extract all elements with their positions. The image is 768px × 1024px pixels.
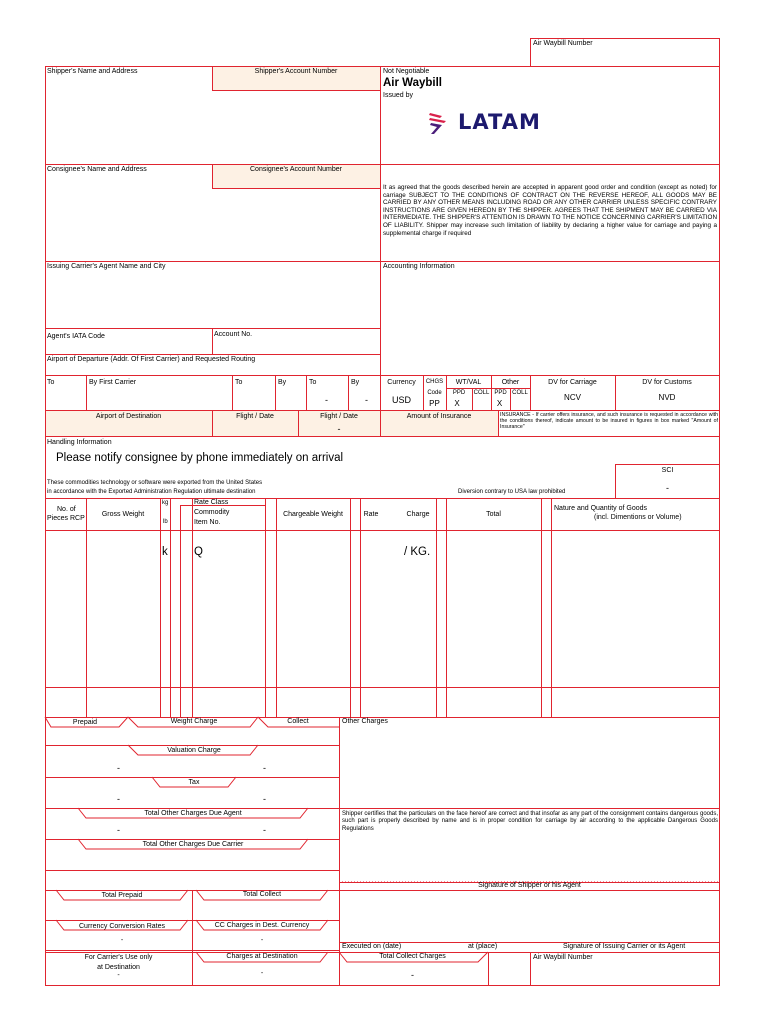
shipper-name-label: Shipper's Name and Address [47, 68, 138, 75]
total-label: Total [486, 511, 501, 518]
weight-unit-value: k [162, 546, 168, 558]
dv-customs-label: DV for Customs [642, 379, 692, 386]
to-label-1: To [47, 379, 55, 386]
dv-carriage-label: DV for Carriage [548, 379, 597, 386]
conversion-value: - [120, 937, 124, 944]
other-due-agent-label: Total Other Charges Due Agent [144, 810, 242, 817]
signature-shipper-label: Signature of Shipper or his Agent [478, 882, 581, 889]
shipper-account-field[interactable] [214, 78, 378, 88]
amount-insurance-label: Amount of Insurance [406, 413, 472, 420]
valuation-prepaid-value: - [117, 763, 120, 773]
collect-label: Collect [287, 718, 309, 725]
routing-dash-1: - [325, 395, 328, 405]
flight-date-dash: - [337, 424, 341, 434]
other-charges-label: Other Charges [342, 718, 388, 725]
dv-customs-value: NVD [658, 393, 676, 402]
handling-info-note: Please notify consignee by phone immediately on arrival [56, 452, 344, 464]
cc-dest-currency-label: CC Charges in Dest. Currency [214, 922, 310, 929]
item-no-label: Item No. [194, 519, 221, 526]
rate-class-value: Q [194, 546, 203, 558]
rate-label: Rate [363, 511, 379, 518]
latam-logo [428, 110, 578, 141]
other-ppd-mark: X [496, 399, 503, 408]
prepaid-label: Prepaid [72, 719, 98, 726]
nature-label-1: Nature and Quantity of Goods [554, 505, 647, 512]
by-label-3: By [351, 379, 360, 386]
rate-per-kg-value: / KG. [404, 546, 431, 558]
tax-prepaid-value: - [117, 794, 120, 804]
code-label: Code [427, 390, 442, 396]
at-place-label: at (place) [468, 943, 498, 950]
kg-label: kg [162, 500, 169, 506]
latam-wordmark: LATAM [458, 110, 541, 134]
ppd-label-2: PPD [494, 390, 507, 396]
pieces-label-2: Pieces RCP [47, 515, 85, 522]
charges-destination-label: Charges at Destination [226, 953, 298, 960]
weight-charge-label: Weight Charge [170, 718, 218, 725]
gross-weight-label: Gross Weight [101, 511, 145, 518]
cc-dest-value: - [260, 937, 264, 944]
to-label-2: To [235, 379, 243, 386]
chgs-label: CHGS [425, 379, 444, 385]
to-label-3: To [309, 379, 317, 386]
charge-label: Charge [406, 511, 430, 518]
agent-prepaid-value: - [117, 825, 120, 835]
by-first-carrier-label: By First Carrier [89, 379, 137, 386]
shipper-certification-text: Shipper certifies that the particulars on the face hereof are correct and that insofar as any part of the consignment contains dangerous goods, such part is properly described by name and is in proper condition for carriage by air according to the applicable Dangerous Goods Regulations [342, 811, 718, 832]
coll-label-1: COLL [473, 390, 490, 396]
airport-departure-label: Airport of Departure (Addr. Of First Carrier) and Requested Routing [47, 356, 256, 363]
sci-value: - [666, 483, 669, 493]
valuation-collect-value: - [263, 763, 266, 773]
agent-name-city-label: Issuing Carrier's Agent Name and City [47, 263, 166, 270]
wtval-label: WT/VAL [455, 379, 482, 386]
accounting-info-field[interactable] [383, 274, 717, 372]
total-collect-label: Total Collect [242, 891, 282, 898]
agent-iata-label: Agent's IATA Code [47, 333, 105, 340]
pieces-label-1: No. of [57, 506, 76, 513]
total-collect-charges-value: - [411, 970, 414, 980]
shipper-name-field[interactable] [47, 80, 207, 160]
awb-number-bottom-label: Air Waybill Number [533, 954, 593, 961]
air-waybill-title: Air Waybill [383, 77, 442, 89]
not-negotiable-label: Not Negotiable [383, 68, 430, 75]
issued-by-label: Issued by [383, 92, 413, 99]
latam-mark-icon [429, 113, 446, 134]
awb-number-top-label: Air Waybill Number [533, 40, 593, 47]
carrier-use-value: - [117, 972, 120, 979]
charges-destination-value: - [260, 970, 264, 977]
insurance-note: INSURANCE - If carrier offers insurance, and such insurance is requested in accordance with the conditions thereof, indicate amount to be insured in figures in box marked "Amount of Insurance" [500, 412, 718, 431]
export-line-1: These commodities technology or software were exported from the United States [47, 480, 263, 486]
lb-label: lb [163, 519, 168, 525]
nature-label-2: (incl. Dimentions or Volume) [594, 514, 682, 521]
currency-label: Currency [387, 379, 416, 386]
currency-conversion-label: Currency Conversion Rates [79, 923, 165, 930]
goods-description-field[interactable] [553, 532, 717, 685]
wtval-ppd-mark: X [454, 399, 460, 408]
ppd-label-1: PPD [452, 390, 466, 396]
agent-collect-value: - [263, 825, 266, 835]
consignee-name-label: Consignee's Name and Address [47, 166, 147, 173]
chargeable-weight-label: Chargeable Weight [283, 511, 343, 518]
commodity-label: Commodity [194, 509, 230, 516]
accounting-info-label: Accounting Information [383, 263, 455, 270]
rate-class-label: Rate Class [194, 499, 229, 506]
shipper-account-label: Shipper's Account Number [254, 68, 338, 75]
carrier-use-label-2: at Destination [97, 964, 140, 971]
handling-info-label: Handling Information [47, 439, 112, 446]
total-prepaid-label: Total Prepaid [101, 892, 143, 899]
routing-dash-2: - [365, 395, 368, 405]
total-collect-charges-label: Total Collect Charges [379, 953, 446, 960]
by-label-2: By [278, 379, 287, 386]
consignee-name-field[interactable] [47, 178, 207, 258]
coll-label-2: COLL [512, 390, 528, 396]
flight-date-label-2: Flight / Date [320, 413, 358, 420]
diversion-note: Diversion contrary to USA law prohibited [458, 489, 566, 495]
valuation-charge-label: Valuation Charge [167, 747, 221, 754]
carrier-use-label-1: For Carrier's Use only [84, 954, 153, 961]
tax-collect-value: - [263, 794, 266, 804]
airport-destination-label: Airport of Destination [95, 413, 162, 420]
account-no-label: Account No. [214, 331, 253, 338]
signature-carrier-label: Signature of Issuing Carrier or its Agent [563, 943, 686, 950]
dv-carriage-value: NCV [564, 393, 581, 402]
flight-date-label-1: Flight / Date [236, 413, 274, 420]
contract-terms-text: It as agreed that the goods described herein are accepted in apparent good order and condition (except as noted) for carriage SUBJECT TO THE CONDITIONS OF CONTRACT ON THE REVERSE HEREOF, ALL GOODS MAY BE CARRIED BY ANY OTHER MEANS INCLUDING ROAD OR ANY OTHER CARRIER UNLESS SPECIFIC CONTRARY INSTRUCTIONS ARE GIVEN HEREON BY THE SHIPPER. AGREES THAT THE SHIPMENT MAY BE CARRIED VIA INTERMEDIATE. THE SHIPPER'S ATTENTION IS DRAWN TO THE NOTICE CONCERNING CARRIER'S LIMITATION OF LIABILITY. Shipper may increase such limitation of liability by declaring a higher value for carriage and paying a supplemental charge if required [383, 184, 717, 237]
executed-on-label: Executed on (date) [342, 943, 402, 950]
export-line-2: in accordance with the Exported Administration Regulation ultimate destination [47, 489, 256, 495]
currency-value: USD [391, 395, 411, 405]
consignee-account-label: Consignee's Account Number [250, 166, 342, 173]
chgs-value: PP [429, 399, 440, 408]
tax-label: Tax [188, 779, 200, 786]
other-label: Other [501, 379, 520, 386]
sci-label: SCI [661, 467, 674, 474]
other-due-carrier-label: Total Other Charges Due Carrier [142, 841, 244, 848]
